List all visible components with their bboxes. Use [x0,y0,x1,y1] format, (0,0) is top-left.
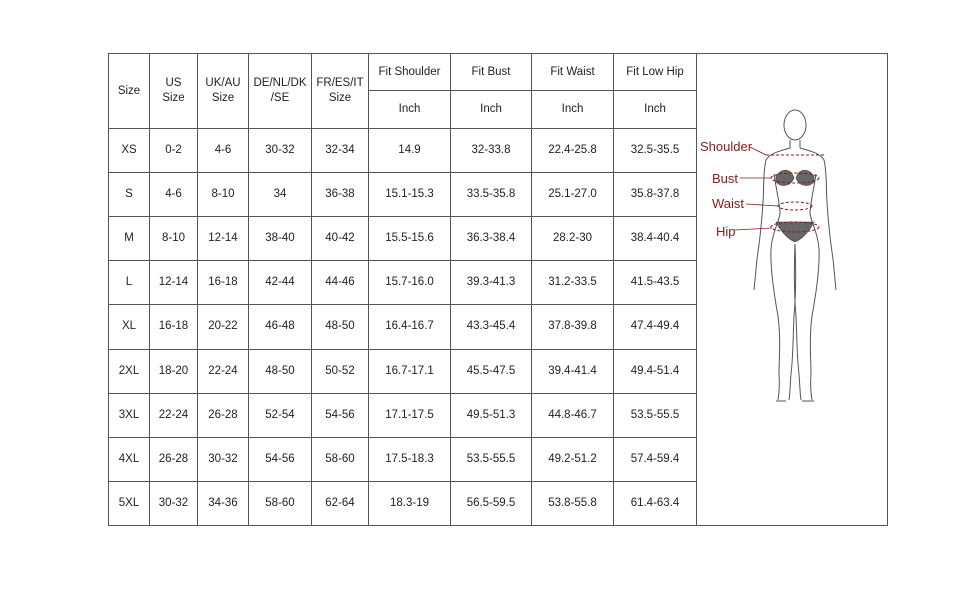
cell-bust: 36.3-38.4 [451,217,532,261]
cell-uk: 16-18 [198,261,249,305]
cell-uk: 20-22 [198,305,249,349]
cell-hip: 57.4-59.4 [614,437,697,481]
cell-bust: 39.3-41.3 [451,261,532,305]
cell-fr: 58-60 [312,437,369,481]
table-row [109,217,697,261]
cell-bust: 56.5-59.5 [451,481,532,525]
cell-size: 5XL [109,481,150,525]
size-chart [108,53,696,526]
cell-uk: 22-24 [198,349,249,393]
cell-us: 12-14 [150,261,198,305]
cell-shoulder: 16.4-16.7 [369,305,451,349]
cell-size: 3XL [109,393,150,437]
cell-uk: 30-32 [198,437,249,481]
cell-waist: 39.4-41.4 [532,349,614,393]
cell-size: XL [109,305,150,349]
cell-uk: 34-36 [198,481,249,525]
cell-de: 58-60 [249,481,312,525]
unit-bust: Inch [451,91,532,129]
cell-us: 4-6 [150,173,198,217]
cell-bust: 33.5-35.8 [451,173,532,217]
cell-us: 16-18 [150,305,198,349]
cell-bust: 49.5-51.3 [451,393,532,437]
cell-us: 8-10 [150,217,198,261]
cell-shoulder: 16.7-17.1 [369,349,451,393]
cell-size: 4XL [109,437,150,481]
cell-size: 2XL [109,349,150,393]
cell-shoulder: 14.9 [369,129,451,173]
cell-shoulder: 17.5-18.3 [369,437,451,481]
unit-shoulder: Inch [369,91,451,129]
cell-de: 42-44 [249,261,312,305]
cell-waist: 49.2-51.2 [532,437,614,481]
table-row [109,393,697,437]
cell-hip: 49.4-51.4 [614,349,697,393]
cell-bust: 32-33.8 [451,129,532,173]
body-outline [754,110,836,401]
size-table [108,53,697,526]
table-row [109,349,697,393]
cell-de: 46-48 [249,305,312,349]
cell-shoulder: 17.1-17.5 [369,393,451,437]
cell-fr: 54-56 [312,393,369,437]
header-size: Size [109,54,150,129]
unit-waist: Inch [532,91,614,129]
table-body [109,129,697,526]
unit-hip: Inch [614,91,697,129]
header-uk-au-size: UK/AU Size [198,54,249,129]
cell-shoulder: 18.3-19 [369,481,451,525]
measurement-figure-panel [696,53,888,526]
waist-line [778,202,812,210]
cell-hip: 53.5-55.5 [614,393,697,437]
table-row [109,305,697,349]
cell-size: L [109,261,150,305]
cell-fr: 36-38 [312,173,369,217]
cell-shoulder: 15.5-15.6 [369,217,451,261]
header-fr-es-it-size: FR/ES/IT Size [312,54,369,129]
cell-uk: 4-6 [198,129,249,173]
bust-label: Bust [712,171,739,186]
cell-de: 30-32 [249,129,312,173]
cell-fr: 40-42 [312,217,369,261]
cell-de: 38-40 [249,217,312,261]
cell-bust: 43.3-45.4 [451,305,532,349]
header-fit-shoulder: Fit Shoulder [369,54,451,91]
cell-hip: 38.4-40.4 [614,217,697,261]
cell-de: 34 [249,173,312,217]
cell-bust: 53.5-55.5 [451,437,532,481]
cell-waist: 28.2-30 [532,217,614,261]
header-fit-bust: Fit Bust [451,54,532,91]
table-row [109,261,697,305]
table-row [109,437,697,481]
table-row [109,173,697,217]
table-row [109,481,697,525]
cell-waist: 25.1-27.0 [532,173,614,217]
cell-fr: 48-50 [312,305,369,349]
measurement-pointers [734,147,778,230]
cell-waist: 53.8-55.8 [532,481,614,525]
cell-us: 26-28 [150,437,198,481]
cell-uk: 26-28 [198,393,249,437]
cell-fr: 44-46 [312,261,369,305]
cell-waist: 22.4-25.8 [532,129,614,173]
cell-bust: 45.5-47.5 [451,349,532,393]
header-fit-waist: Fit Waist [532,54,614,91]
cell-fr: 32-34 [312,129,369,173]
body-figure-illustration [696,54,888,527]
cell-size: XS [109,129,150,173]
cell-hip: 32.5-35.5 [614,129,697,173]
header-fit-low-hip: Fit Low Hip [614,54,697,91]
cell-de: 52-54 [249,393,312,437]
cell-waist: 31.2-33.5 [532,261,614,305]
cell-hip: 47.4-49.4 [614,305,697,349]
cell-hip: 61.4-63.4 [614,481,697,525]
header-de-nl-dk-se: DE/NL/DK /SE [249,54,312,129]
cell-de: 48-50 [249,349,312,393]
cell-de: 54-56 [249,437,312,481]
shoulder-label: Shoulder [700,139,753,154]
cell-hip: 35.8-37.8 [614,173,697,217]
header-us-size: US Size [150,54,198,129]
table-row [109,129,697,173]
cell-hip: 41.5-43.5 [614,261,697,305]
cell-us: 18-20 [150,349,198,393]
cell-us: 0-2 [150,129,198,173]
cell-fr: 62-64 [312,481,369,525]
cell-us: 22-24 [150,393,198,437]
cell-shoulder: 15.7-16.0 [369,261,451,305]
cell-waist: 44.8-46.7 [532,393,614,437]
cell-uk: 8-10 [198,173,249,217]
cell-shoulder: 15.1-15.3 [369,173,451,217]
cell-uk: 12-14 [198,217,249,261]
cell-us: 30-32 [150,481,198,525]
header-row [109,54,697,91]
cell-size: S [109,173,150,217]
measurement-lines [766,155,824,232]
hip-label: Hip [716,224,736,239]
cell-fr: 50-52 [312,349,369,393]
cell-size: M [109,217,150,261]
waist-label: Waist [712,196,745,211]
cell-waist: 37.8-39.8 [532,305,614,349]
